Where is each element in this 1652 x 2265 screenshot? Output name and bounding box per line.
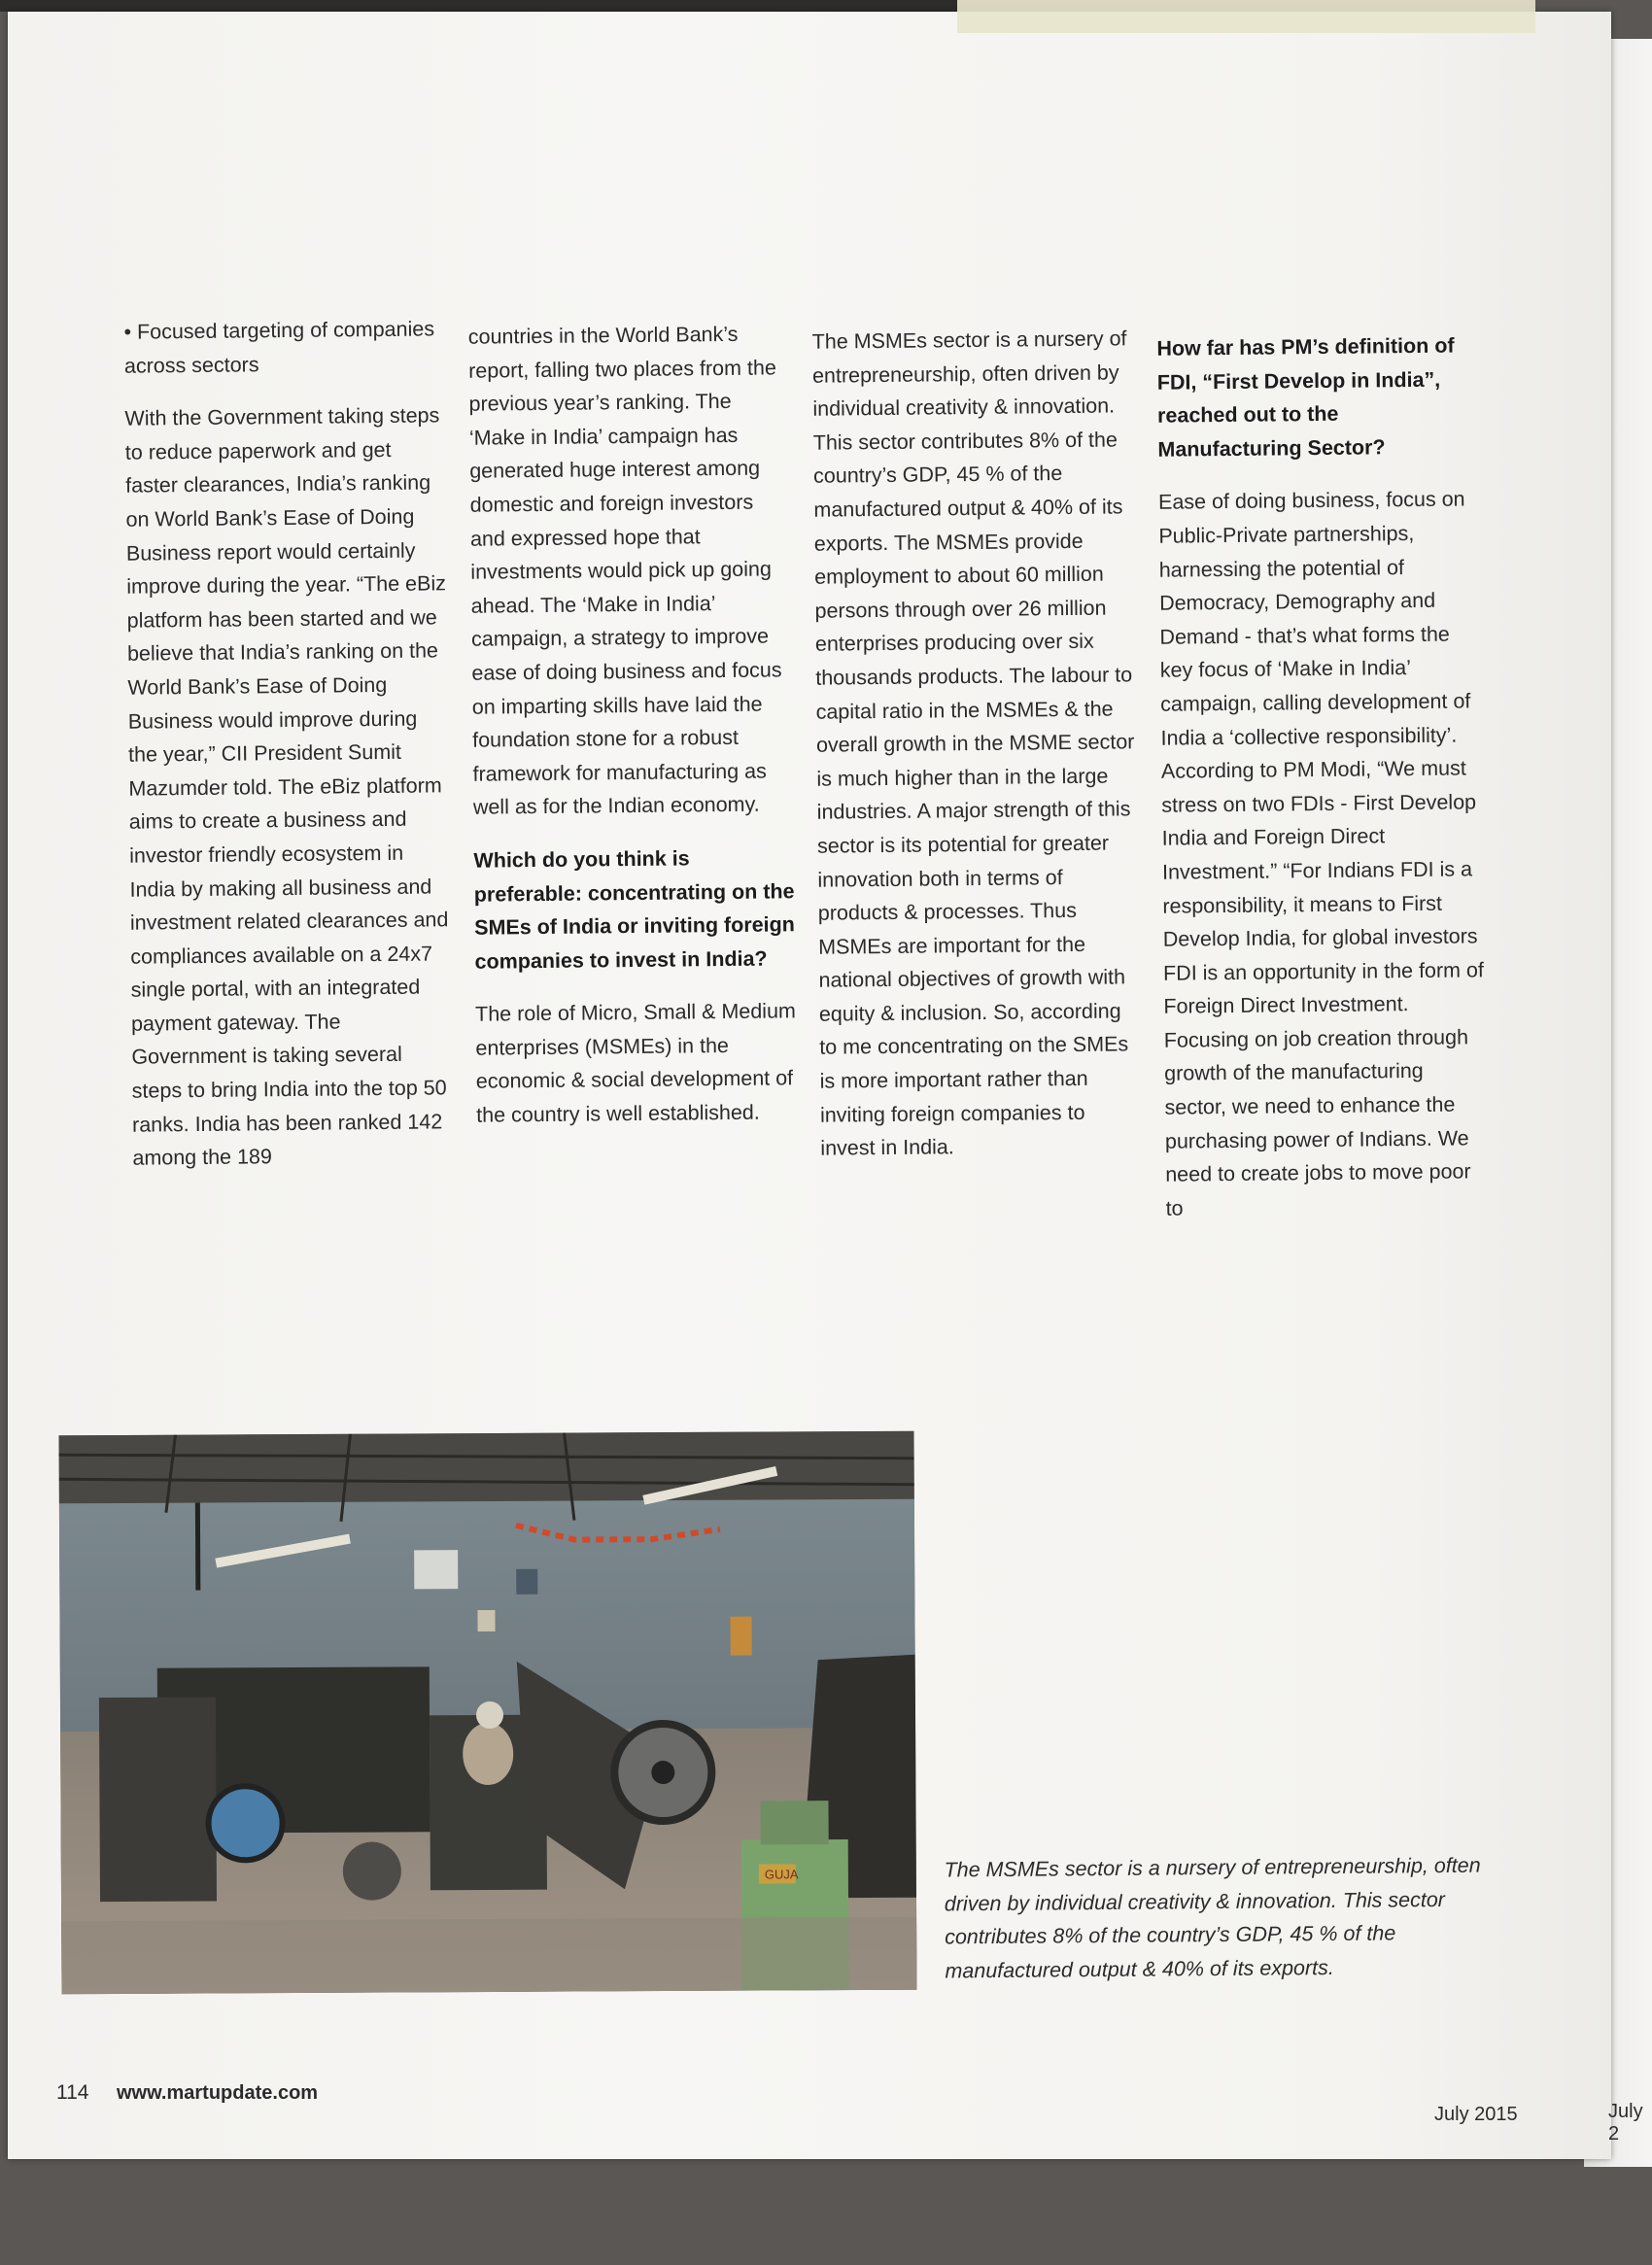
paragraph: The MSMEs sector is a nursery of entrepreneurship, often driven by individual creativity & innovation. This sector contributes 8% of the country’s GDP, 45 % of the manufactured output & 40% of its exports. The MSMEs provide employment to about 60 million persons through over 26 million enterprises producing over six thousands products. The labour to capital ratio in the MSMEs & the overall growth in the MSME sector is much higher than in the large industries. A major strength of this sector is its potential for greater innovation both in terms of products & processes. Thus MSMEs are important for the national objectives of growth with equity & inclusion. So, according to me concentrating on the SMEs is more important rather than inviting foreign companies to invest in India.	[811, 326, 1135, 1160]
paragraph: With the Government taking steps to reduce paperwork and get faster clearances, India’s ranking on World Bank’s Ease of Doing Business report would certainly improve during the year. “The eBiz platform has been started and we believe that India’s ranking on the World Bank’s Ease of Doing Business would improve during the year,” CII President Sumit Mazumder told. The eBiz platform aims to create a business and investor friendly ecosystem in India by making all business and investment related clearances and compliances available on a 24x7 single portal, with an integrated payment gateway. The Government is taking several steps to bring India into the top 50 ranks. India has been ranked 142 among the 189	[124, 403, 449, 1170]
workshop-photo	[59, 1431, 917, 1995]
machine-label: GUJA	[764, 1867, 799, 1882]
paragraph: The role of Micro, Small & Medium enterprises (MSMEs) in the economic & social development of the country is well established.	[474, 999, 796, 1127]
paragraph: Ease of doing business, focus on Public-Private partnerships, harnessing the potential of Democracy, Demography and Demand - that’s what forms the key focus of ‘Make in India’ campaign, calling development of India a ‘collective responsibility’. According to PM Modi, “We must stress on two FDIs - First Develop India and Foreign Direct Investment.” “For Indians FDI is a responsibility, it means to First Develop India, for global investors FDI is an opportunity in the form of Foreign Direct Investment. Focusing on job creation through growth of the manufacturing sector, we need to enhance the purchasing power of Indians. We need to create jobs to move poor to	[1157, 487, 1485, 1220]
issue-date: July 2015	[1434, 2104, 1518, 2125]
tape-strip	[957, 0, 1535, 33]
page-number: 114	[56, 2081, 89, 2104]
article-column-3	[811, 322, 1141, 1165]
scan-top-edge	[0, 0, 957, 12]
paragraph: countries in the World Bank’s report, falling two places from the previous year’s ranking. The ‘Make in India’ campaign has generated huge interest among domestic and foreign investors and expressed hope that investments would pick up going ahead. The ‘Make in India’ campaign, a strategy to improve ease of doing business and focus on imparting skills have laid the foundation stone for a robust framework for manufacturing as well as for the Indian economy.	[467, 322, 782, 820]
next-page-issue-date: July 2	[1608, 2101, 1643, 2145]
bullet-point: • Focused targeting of companies across sectors	[123, 317, 435, 378]
article-column-2	[468, 317, 798, 1132]
photo-caption: The MSMEs sector is a nursery of entrepreneurship, often driven by individual creativity & innovation. This sector contributes 8% of the country’s GDP, 45 % of the manufactured output & 40% of its exports.	[944, 1853, 1481, 1983]
interview-question: Which do you think is preferable: concentrating on the SMEs of India or inviting foreign companies to invest in India?	[473, 846, 795, 974]
interview-question: How far has PM’s definition of FDI, “First Develop in India”, reached out to the Manufacturing Sector?	[1156, 333, 1455, 462]
website-url: www.martupdate.com	[117, 2082, 319, 2104]
workshop-photo-illustration	[59, 1431, 917, 1995]
article-column-1	[123, 312, 453, 1175]
article-column-4	[1156, 328, 1487, 1225]
